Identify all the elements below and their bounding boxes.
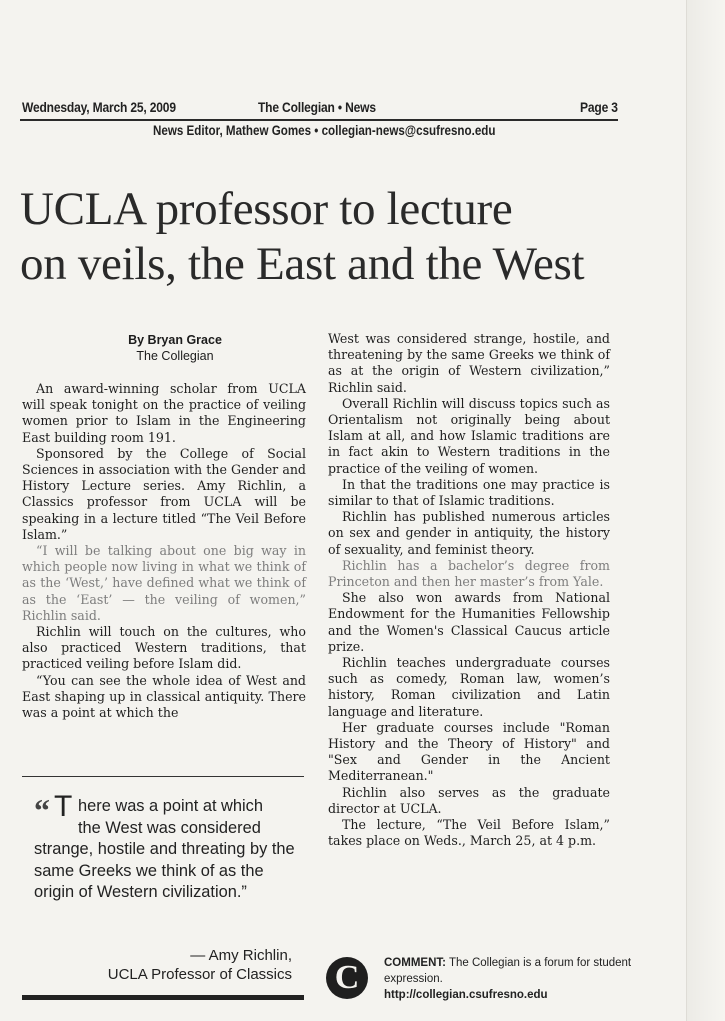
paragraph: Sponsored by the College of Social Sciences in association with the Gender and History Lecture series. Amy Richlin, a Classics professor from UCLA will be speaking in a lecture titled “The Veil Before Islam.” xyxy=(22,445,306,542)
article-headline xyxy=(20,182,640,292)
header-editor-line: News Editor, Mathew Gomes • collegian-news@csufresno.edu xyxy=(153,123,496,138)
paragraph: Richlin has a bachelor’s degree from Princeton and then her master’s from Yale. xyxy=(328,557,610,590)
paragraph: West was considered strange, hostile, and threatening by the same Greeks we think of as at the origin of Western civilization,” Richlin said. xyxy=(328,331,610,395)
comment-text: The Collegian is a forum for student expression. xyxy=(384,957,632,985)
pullquote-rule-bottom xyxy=(22,995,304,1000)
paragraph: Her graduate courses include "Roman History and the Theory of History" and "Sex and Gender in the Ancient Mediterranean." xyxy=(328,719,610,784)
pullquote-drop-letter: T xyxy=(54,790,73,823)
byline-author: By Bryan Grace xyxy=(128,333,222,347)
paragraph: Richlin also serves as the graduate director at UCLA. xyxy=(328,784,610,816)
collegian-logo-icon: C xyxy=(326,957,368,999)
pullquote-line-1: here was a point at which xyxy=(78,797,263,815)
header-section: The Collegian • News xyxy=(258,99,376,115)
article-column-left xyxy=(22,381,306,721)
comment-box xyxy=(384,955,634,1003)
paper-fold xyxy=(686,0,725,1021)
pullquote-body: strange, hostile and threating by the same Greeks we think of as the origin of Western civilization.” xyxy=(34,840,295,901)
headline-line-1: UCLA professor to lecture xyxy=(20,183,513,235)
byline xyxy=(120,332,230,364)
headline-line-2: on veils, the East and the West xyxy=(20,238,585,290)
header-page-number: Page 3 xyxy=(580,99,618,115)
paragraph: She also won awards from National Endowment for the Humanities Fellowship and the Women's Classical Caucus article prize. xyxy=(328,590,610,654)
pullquote-attribution xyxy=(60,946,292,984)
pullquote-line-2: the West was considered xyxy=(78,818,261,837)
paragraph: “You can see the whole idea of West and East shaping up in classical antiquity. There was a point at which the xyxy=(22,672,306,721)
attribution-name: — Amy Richlin, xyxy=(190,947,292,964)
quote-mark-icon: “ xyxy=(34,792,50,828)
comment-url-link[interactable]: http://collegian.csufresno.edu xyxy=(384,989,548,1001)
attribution-title: UCLA Professor of Classics xyxy=(107,966,292,983)
comment-label: COMMENT: xyxy=(384,957,446,969)
article-column-right xyxy=(328,331,610,850)
paragraph: Richlin has published numerous articles on sex and gender in antiquity, the history of sexuality, and feminist theory. xyxy=(328,509,610,557)
header-rule xyxy=(20,119,618,121)
pullquote xyxy=(34,790,296,904)
paragraph: Overall Richlin will discuss topics such as Orientalism not originally being about Islam at all, and how Islamic traditions are in fact akin to Western traditions in the practice of the veiling of women. xyxy=(328,395,610,476)
paragraph: In that the traditions one may practice is similar to that of Islamic traditions. xyxy=(328,476,610,509)
paragraph: Richlin teaches undergraduate courses such as comedy, Roman law, women’s history, Roman civilization and Latin language and literature. xyxy=(328,655,610,719)
header-date: Wednesday, March 25, 2009 xyxy=(22,99,176,115)
paragraph: “I will be talking about one big way in which people now living in what we think of as the ‘West,’ have defined what we think of as the ‘East’ — the veiling of women,” Richlin said. xyxy=(22,543,306,623)
paragraph: Richlin will touch on the cultures, who also practiced Western traditions, that practiced veiling before Islam did. xyxy=(22,624,306,672)
byline-organization: The Collegian xyxy=(136,349,214,363)
paragraph: The lecture, “The Veil Before Islam,” takes place on Weds., March 25, at 4 p.m. xyxy=(328,817,610,849)
pullquote-rule-top xyxy=(22,776,304,777)
paragraph: An award-winning scholar from UCLA will speak tonight on the practice of veiling women prior to Islam in the Engineering East building room 191. xyxy=(22,381,306,445)
